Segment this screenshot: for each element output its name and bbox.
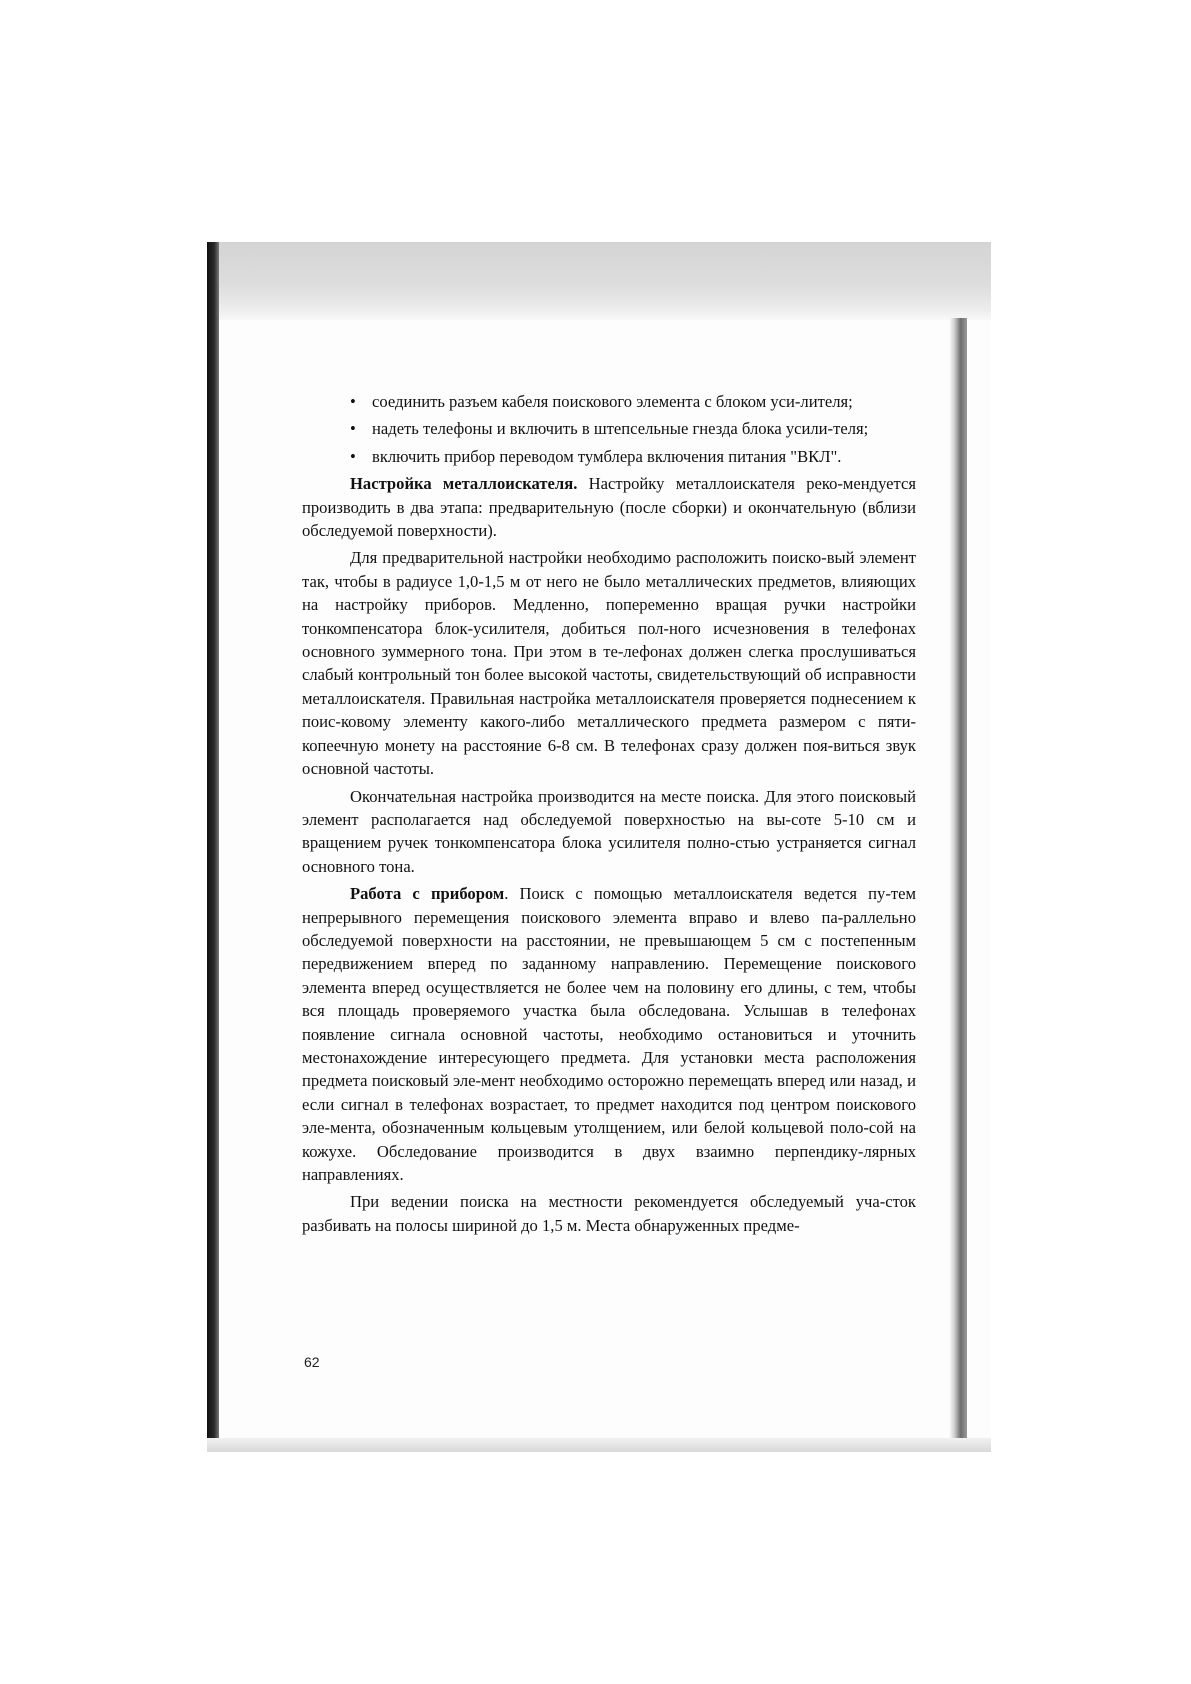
book-spine-edge: [207, 242, 219, 1452]
bullet-dot: •: [350, 419, 356, 439]
section-heading-setup: Настройка металлоискателя.: [350, 474, 578, 494]
paragraph-field-search: При ведении поиска на местности рекомендуется обследуемый уча-сток разбивать на полосы шириной до 1,5 м. Места обнаруженных предме-: [302, 1192, 916, 1235]
bullet-item: [302, 417, 916, 440]
paragraph-final-setup: Окончательная настройка производится на месте поиска. Для этого поисковый элемент располагается над обследуемой поверхностью на вы-соте 5-10 см и вращением ручек тонкомпенсатора блока усилителя полно-стью устраняется сигнал основного тона.: [302, 786, 916, 876]
bullet-dot: •: [350, 392, 356, 411]
section-work-paragraph: [302, 882, 916, 1186]
paragraph-preliminary-setup: Для предварительной настройки необходимо расположить поиско-вый элемент так, чтобы в радиусе 1,0-1,5 м от него не было металлических предметов, влияющих на настройку приборов. Медленно, попеременно вращая ручки настройки тонкомпенсатора блок-усилителя, добиться пол-ного исчезновения в телефонах основного зуммерного тона. При этом в те-лефонах должен слегка прослушиваться слабый контрольный тон более высокой частоты, свидетельствующий об исправности металлоискателя. Правильная настройка металлоискателя проверяется поднесением к поис-ковому элементу какого-либо металлического предмета размером с пяти-копеечную монету на расстояние 6-8 см. В телефонах сразу должен поя-виться звук основной частоты.: [302, 548, 916, 779]
bullet-text: надеть телефоны и включить в штепсельные гнезда блока усили-теля;: [372, 419, 869, 439]
section-heading-work: Работа с прибором: [350, 884, 505, 904]
scan-top-shadow: [207, 242, 991, 320]
bullet-text: соединить разъем кабеля поискового элемента с блоком уси-лителя;: [372, 392, 853, 411]
scan-bottom-shadow: [207, 1438, 991, 1452]
section-setup-body: Настройку металлоискателя реко-мендуется производить в два этапа: предварительную (после сборки) и окончательную (вблизи обследуемой поверхности).: [302, 474, 917, 541]
scanned-page: [207, 242, 991, 1452]
page-number: 62: [304, 1354, 320, 1370]
section-work-body: . Поиск с помощью металлоискателя ведется пу-тем непрерывного перемещения поискового элемента вправо и влево па-раллельно обследуемой поверхности на расстоянии, не превышающем 5 см с постепенным передвижением вперед по заданному направлению. Перемещение поискового элемента вперед осуществляется не более чем на половину его длины, с тем, чтобы вся площадь проверяемого участка была обследована. Услышав в телефонах появление сигнала основной частоты, необходимо остановиться и уточнить местонахождение интересующего предмета. Для установки места расположения предмета поисковый эле-мент необходимо осторожно перемещать вперед или назад, и если сигнал в телефонах возрастает, то предмет находится под центром поискового эле-мента, обозначенным кольцевым утолщением, или белой кольцевой поло-сой на кожухе. Обследование производится в двух взаимно перпендику-лярных направлениях.: [302, 884, 916, 1184]
bullet-text: включить прибор переводом тумблера включения питания "ВКЛ".: [372, 446, 842, 466]
page-right-edge-shadow: [949, 318, 967, 1452]
section-setup-paragraph: [302, 472, 916, 542]
bullet-dot: •: [350, 446, 356, 466]
page-body-text: [302, 390, 916, 1241]
bullet-item: [302, 445, 916, 468]
bullet-item: [302, 390, 916, 413]
